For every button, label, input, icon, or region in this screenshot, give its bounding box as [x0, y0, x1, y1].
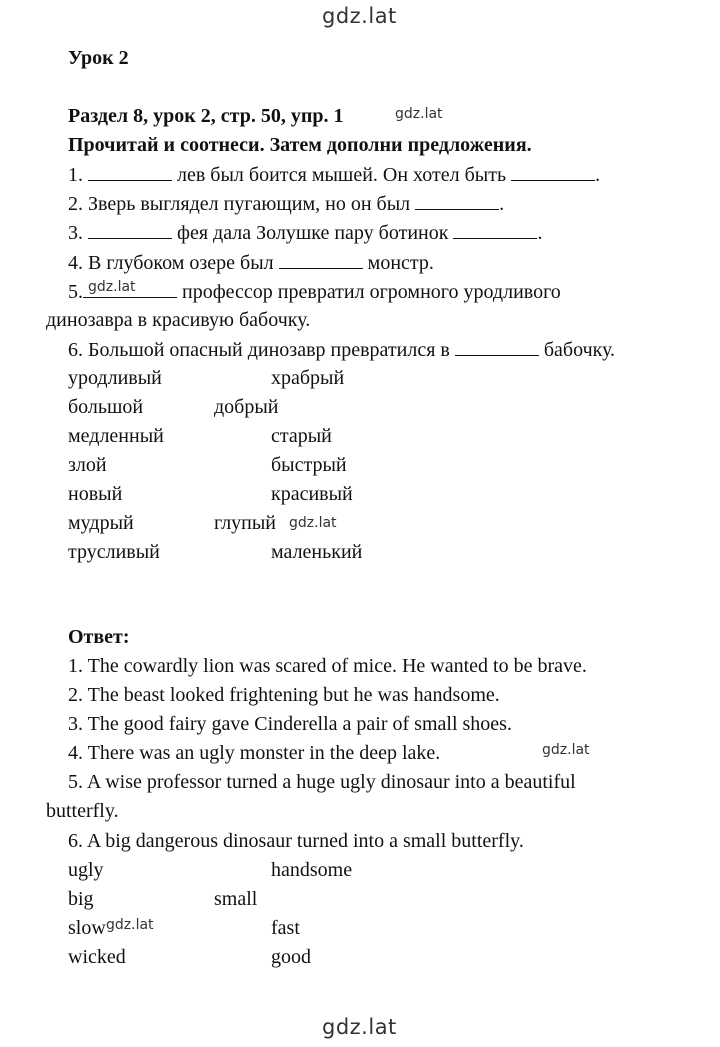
exercise-sentence-5: 5. профессор превратил огромного уродливого	[68, 281, 561, 303]
answer-word-right: handsome	[271, 859, 353, 881]
exercise-sentence-3: 3. фея дала Золушке пару ботинок .	[68, 222, 543, 244]
exercise-sentence-4: 4. В глубоком озере был монстр.	[68, 252, 434, 274]
word-right: глупый	[214, 512, 277, 534]
word-left: трусливый	[68, 541, 160, 563]
answer-line: 1. The cowardly lion was scared of mice. He wanted to be brave.	[68, 655, 587, 677]
word-left: большой	[68, 396, 144, 418]
word-right: храбрый	[271, 367, 345, 389]
exercise-sentence-2: 2. Зверь выглядел пугающим, но он был .	[68, 193, 505, 215]
section-header: Раздел 8, урок 2, стр. 50, упр. 1	[68, 105, 344, 127]
answer-line: 5. A wise professor turned a huge ugly dinosaur into a beautiful	[68, 771, 576, 793]
blank	[511, 162, 595, 181]
answer-word-left: big	[68, 888, 94, 910]
answer-line: 4. There was an ugly monster in the deep lake.	[68, 742, 441, 764]
answer-word-left: ugly	[68, 859, 104, 881]
answer-word-left: slow	[68, 917, 106, 939]
lesson-title: Урок 2	[68, 47, 129, 69]
word-right: быстрый	[271, 454, 347, 476]
word-left: мудрый	[68, 512, 134, 534]
answer-word-right: small	[214, 888, 258, 910]
watermark-bottom: gdz.lat	[322, 1015, 397, 1039]
answer-line: 6. A big dangerous dinosaur turned into a small butterfly.	[68, 830, 524, 852]
blank	[279, 250, 363, 269]
exercise-sentence-6: 6. Большой опасный динозавр превратился в бабочку.	[68, 339, 616, 361]
instruction: Прочитай и соотнеси. Затем дополни предложения.	[68, 134, 532, 156]
word-right: красивый	[271, 483, 353, 505]
answer-line: butterfly.	[46, 800, 119, 822]
blank	[415, 191, 499, 210]
watermark: gdz.lat	[542, 742, 590, 758]
exercise-sentence-5-cont: динозавра в красивую бабочку.	[46, 309, 311, 331]
word-right: старый	[271, 425, 332, 447]
blank	[453, 220, 537, 239]
blank	[88, 162, 172, 181]
blank	[455, 337, 539, 356]
answer-line: 2. The beast looked frightening but he was handsome.	[68, 684, 500, 706]
answer-label: Ответ:	[68, 626, 130, 648]
watermark: gdz.lat	[289, 515, 337, 531]
answer-word-left: wicked	[68, 946, 126, 968]
answer-word-right: fast	[271, 917, 300, 939]
watermark-top: gdz.lat	[322, 4, 397, 28]
word-left: медленный	[68, 425, 164, 447]
word-right: добрый	[214, 396, 279, 418]
word-right: маленький	[271, 541, 363, 563]
word-left: новый	[68, 483, 123, 505]
blank	[83, 279, 177, 298]
exercise-sentence-1: 1. лев был боится мышей. Он хотел быть .	[68, 164, 601, 186]
blank	[88, 220, 172, 239]
watermark: gdz.lat	[88, 279, 136, 295]
watermark: gdz.lat	[395, 106, 443, 122]
word-left: уродливый	[68, 367, 162, 389]
watermark: gdz.lat	[106, 917, 154, 933]
word-left: злой	[68, 454, 107, 476]
answer-word-right: good	[271, 946, 311, 968]
answer-line: 3. The good fairy gave Cinderella a pair of small shoes.	[68, 713, 512, 735]
